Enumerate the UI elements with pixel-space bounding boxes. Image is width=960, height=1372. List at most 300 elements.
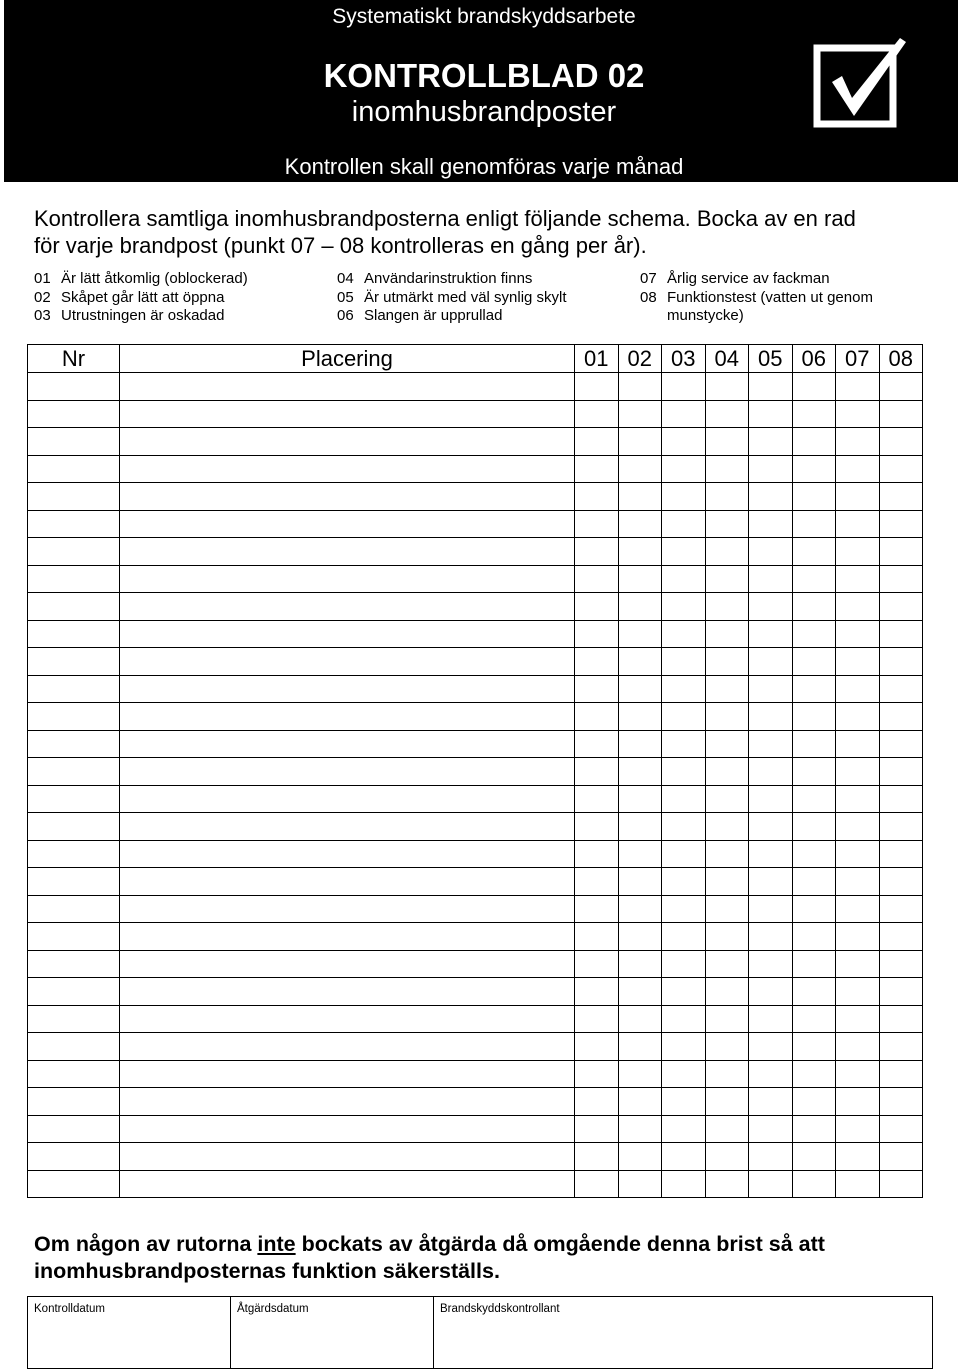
- check-cell[interactable]: [792, 978, 836, 1006]
- check-cell[interactable]: [575, 758, 619, 786]
- check-cell[interactable]: [792, 675, 836, 703]
- check-cell[interactable]: [749, 510, 793, 538]
- check-cell[interactable]: [749, 1143, 793, 1171]
- check-cell[interactable]: [792, 620, 836, 648]
- check-cell[interactable]: [575, 1088, 619, 1116]
- nr-cell[interactable]: [28, 593, 120, 621]
- check-cell[interactable]: [836, 895, 880, 923]
- nr-cell[interactable]: [28, 620, 120, 648]
- check-cell[interactable]: [618, 538, 662, 566]
- check-cell[interactable]: [792, 1088, 836, 1116]
- check-cell[interactable]: [792, 373, 836, 401]
- check-cell[interactable]: [575, 593, 619, 621]
- nr-cell[interactable]: [28, 483, 120, 511]
- check-cell[interactable]: [575, 895, 619, 923]
- check-cell[interactable]: [575, 730, 619, 758]
- nr-cell[interactable]: [28, 428, 120, 456]
- check-cell[interactable]: [792, 758, 836, 786]
- nr-cell[interactable]: [28, 868, 120, 896]
- check-cell[interactable]: [749, 428, 793, 456]
- check-cell[interactable]: [618, 950, 662, 978]
- check-cell[interactable]: [879, 813, 923, 841]
- check-cell[interactable]: [618, 593, 662, 621]
- check-cell[interactable]: [575, 538, 619, 566]
- check-cell[interactable]: [618, 868, 662, 896]
- check-cell[interactable]: [792, 455, 836, 483]
- check-cell[interactable]: [879, 785, 923, 813]
- check-cell[interactable]: [705, 428, 749, 456]
- check-cell[interactable]: [792, 1170, 836, 1198]
- check-cell[interactable]: [836, 510, 880, 538]
- placering-cell[interactable]: [120, 1060, 575, 1088]
- check-cell[interactable]: [879, 1170, 923, 1198]
- check-cell[interactable]: [749, 730, 793, 758]
- nr-cell[interactable]: [28, 703, 120, 731]
- placering-cell[interactable]: [120, 428, 575, 456]
- check-cell[interactable]: [836, 483, 880, 511]
- check-cell[interactable]: [836, 785, 880, 813]
- placering-cell[interactable]: [120, 483, 575, 511]
- check-cell[interactable]: [836, 428, 880, 456]
- check-cell[interactable]: [575, 1115, 619, 1143]
- check-cell[interactable]: [749, 840, 793, 868]
- check-cell[interactable]: [792, 703, 836, 731]
- check-cell[interactable]: [705, 758, 749, 786]
- placering-cell[interactable]: [120, 1033, 575, 1061]
- check-cell[interactable]: [618, 428, 662, 456]
- check-cell[interactable]: [575, 950, 619, 978]
- check-cell[interactable]: [749, 1033, 793, 1061]
- check-cell[interactable]: [749, 373, 793, 401]
- placering-cell[interactable]: [120, 1005, 575, 1033]
- placering-cell[interactable]: [120, 538, 575, 566]
- check-cell[interactable]: [575, 840, 619, 868]
- check-cell[interactable]: [575, 1060, 619, 1088]
- check-cell[interactable]: [749, 978, 793, 1006]
- check-cell[interactable]: [575, 868, 619, 896]
- check-cell[interactable]: [705, 1170, 749, 1198]
- check-cell[interactable]: [705, 785, 749, 813]
- check-cell[interactable]: [662, 895, 706, 923]
- placering-cell[interactable]: [120, 1088, 575, 1116]
- nr-cell[interactable]: [28, 510, 120, 538]
- check-cell[interactable]: [705, 648, 749, 676]
- placering-cell[interactable]: [120, 895, 575, 923]
- check-cell[interactable]: [705, 1115, 749, 1143]
- check-cell[interactable]: [879, 1060, 923, 1088]
- check-cell[interactable]: [662, 428, 706, 456]
- check-cell[interactable]: [879, 483, 923, 511]
- check-cell[interactable]: [749, 455, 793, 483]
- check-cell[interactable]: [749, 538, 793, 566]
- check-cell[interactable]: [618, 648, 662, 676]
- placering-cell[interactable]: [120, 648, 575, 676]
- placering-cell[interactable]: [120, 400, 575, 428]
- nr-cell[interactable]: [28, 1088, 120, 1116]
- check-cell[interactable]: [575, 620, 619, 648]
- check-cell[interactable]: [749, 868, 793, 896]
- check-cell[interactable]: [836, 813, 880, 841]
- placering-cell[interactable]: [120, 675, 575, 703]
- check-cell[interactable]: [879, 868, 923, 896]
- check-cell[interactable]: [879, 758, 923, 786]
- check-cell[interactable]: [792, 895, 836, 923]
- check-cell[interactable]: [749, 895, 793, 923]
- check-cell[interactable]: [879, 923, 923, 951]
- nr-cell[interactable]: [28, 730, 120, 758]
- check-cell[interactable]: [749, 675, 793, 703]
- check-cell[interactable]: [618, 565, 662, 593]
- check-cell[interactable]: [618, 785, 662, 813]
- check-cell[interactable]: [618, 1143, 662, 1171]
- check-cell[interactable]: [575, 483, 619, 511]
- check-cell[interactable]: [705, 730, 749, 758]
- check-cell[interactable]: [836, 758, 880, 786]
- check-cell[interactable]: [749, 703, 793, 731]
- check-cell[interactable]: [749, 620, 793, 648]
- check-cell[interactable]: [749, 758, 793, 786]
- check-cell[interactable]: [705, 1088, 749, 1116]
- check-cell[interactable]: [662, 703, 706, 731]
- placering-cell[interactable]: [120, 565, 575, 593]
- check-cell[interactable]: [705, 950, 749, 978]
- check-cell[interactable]: [618, 730, 662, 758]
- check-cell[interactable]: [792, 1115, 836, 1143]
- check-cell[interactable]: [836, 950, 880, 978]
- placering-cell[interactable]: [120, 730, 575, 758]
- check-cell[interactable]: [792, 1033, 836, 1061]
- check-cell[interactable]: [705, 483, 749, 511]
- check-cell[interactable]: [836, 1143, 880, 1171]
- nr-cell[interactable]: [28, 758, 120, 786]
- check-cell[interactable]: [575, 455, 619, 483]
- check-cell[interactable]: [792, 593, 836, 621]
- check-cell[interactable]: [662, 400, 706, 428]
- check-cell[interactable]: [879, 510, 923, 538]
- check-cell[interactable]: [792, 510, 836, 538]
- check-cell[interactable]: [618, 400, 662, 428]
- check-cell[interactable]: [836, 373, 880, 401]
- check-cell[interactable]: [705, 1060, 749, 1088]
- nr-cell[interactable]: [28, 1170, 120, 1198]
- check-cell[interactable]: [662, 813, 706, 841]
- check-cell[interactable]: [879, 703, 923, 731]
- check-cell[interactable]: [879, 648, 923, 676]
- check-cell[interactable]: [575, 565, 619, 593]
- check-cell[interactable]: [792, 840, 836, 868]
- check-cell[interactable]: [662, 1088, 706, 1116]
- placering-cell[interactable]: [120, 785, 575, 813]
- check-cell[interactable]: [705, 538, 749, 566]
- check-cell[interactable]: [836, 1170, 880, 1198]
- check-cell[interactable]: [749, 813, 793, 841]
- check-cell[interactable]: [749, 593, 793, 621]
- check-cell[interactable]: [662, 648, 706, 676]
- placering-cell[interactable]: [120, 923, 575, 951]
- check-cell[interactable]: [705, 510, 749, 538]
- check-cell[interactable]: [792, 428, 836, 456]
- check-cell[interactable]: [618, 703, 662, 731]
- check-cell[interactable]: [705, 400, 749, 428]
- check-cell[interactable]: [662, 785, 706, 813]
- check-cell[interactable]: [879, 455, 923, 483]
- check-cell[interactable]: [836, 565, 880, 593]
- check-cell[interactable]: [749, 950, 793, 978]
- check-cell[interactable]: [836, 1115, 880, 1143]
- check-cell[interactable]: [836, 978, 880, 1006]
- check-cell[interactable]: [749, 785, 793, 813]
- check-cell[interactable]: [749, 1060, 793, 1088]
- check-cell[interactable]: [662, 1170, 706, 1198]
- check-cell[interactable]: [618, 483, 662, 511]
- check-cell[interactable]: [879, 1033, 923, 1061]
- check-cell[interactable]: [662, 620, 706, 648]
- check-cell[interactable]: [792, 868, 836, 896]
- placering-cell[interactable]: [120, 840, 575, 868]
- placering-cell[interactable]: [120, 758, 575, 786]
- check-cell[interactable]: [618, 455, 662, 483]
- nr-cell[interactable]: [28, 1143, 120, 1171]
- check-cell[interactable]: [792, 1005, 836, 1033]
- check-cell[interactable]: [662, 510, 706, 538]
- check-cell[interactable]: [749, 1088, 793, 1116]
- check-cell[interactable]: [618, 758, 662, 786]
- check-cell[interactable]: [618, 620, 662, 648]
- nr-cell[interactable]: [28, 400, 120, 428]
- placering-cell[interactable]: [120, 813, 575, 841]
- nr-cell[interactable]: [28, 813, 120, 841]
- check-cell[interactable]: [662, 840, 706, 868]
- nr-cell[interactable]: [28, 565, 120, 593]
- check-cell[interactable]: [879, 895, 923, 923]
- check-cell[interactable]: [792, 923, 836, 951]
- check-cell[interactable]: [792, 648, 836, 676]
- check-cell[interactable]: [618, 813, 662, 841]
- check-cell[interactable]: [662, 1005, 706, 1033]
- check-cell[interactable]: [705, 868, 749, 896]
- nr-cell[interactable]: [28, 455, 120, 483]
- check-cell[interactable]: [879, 840, 923, 868]
- check-cell[interactable]: [836, 1060, 880, 1088]
- nr-cell[interactable]: [28, 675, 120, 703]
- check-cell[interactable]: [618, 1115, 662, 1143]
- check-cell[interactable]: [662, 373, 706, 401]
- check-cell[interactable]: [879, 1005, 923, 1033]
- check-cell[interactable]: [575, 923, 619, 951]
- check-cell[interactable]: [662, 1060, 706, 1088]
- nr-cell[interactable]: [28, 950, 120, 978]
- placering-cell[interactable]: [120, 703, 575, 731]
- placering-cell[interactable]: [120, 373, 575, 401]
- check-cell[interactable]: [618, 1170, 662, 1198]
- nr-cell[interactable]: [28, 785, 120, 813]
- check-cell[interactable]: [618, 895, 662, 923]
- check-cell[interactable]: [879, 565, 923, 593]
- check-cell[interactable]: [705, 373, 749, 401]
- check-cell[interactable]: [705, 593, 749, 621]
- check-cell[interactable]: [618, 840, 662, 868]
- placering-cell[interactable]: [120, 1143, 575, 1171]
- check-cell[interactable]: [618, 373, 662, 401]
- check-cell[interactable]: [792, 538, 836, 566]
- check-cell[interactable]: [879, 950, 923, 978]
- check-cell[interactable]: [575, 1033, 619, 1061]
- check-cell[interactable]: [662, 483, 706, 511]
- check-cell[interactable]: [879, 373, 923, 401]
- check-cell[interactable]: [836, 538, 880, 566]
- check-cell[interactable]: [879, 978, 923, 1006]
- check-cell[interactable]: [749, 483, 793, 511]
- check-cell[interactable]: [662, 1115, 706, 1143]
- check-cell[interactable]: [836, 648, 880, 676]
- check-cell[interactable]: [879, 538, 923, 566]
- check-cell[interactable]: [618, 923, 662, 951]
- nr-cell[interactable]: [28, 895, 120, 923]
- check-cell[interactable]: [575, 813, 619, 841]
- check-cell[interactable]: [879, 400, 923, 428]
- nr-cell[interactable]: [28, 923, 120, 951]
- check-cell[interactable]: [705, 455, 749, 483]
- check-cell[interactable]: [879, 675, 923, 703]
- check-cell[interactable]: [662, 455, 706, 483]
- check-cell[interactable]: [879, 593, 923, 621]
- check-cell[interactable]: [836, 730, 880, 758]
- placering-cell[interactable]: [120, 1170, 575, 1198]
- check-cell[interactable]: [662, 1143, 706, 1171]
- check-cell[interactable]: [836, 703, 880, 731]
- check-cell[interactable]: [705, 675, 749, 703]
- check-cell[interactable]: [792, 785, 836, 813]
- brandskyddskontrollant-field[interactable]: Brandskyddskontrollant: [434, 1297, 933, 1369]
- check-cell[interactable]: [836, 1033, 880, 1061]
- check-cell[interactable]: [575, 1170, 619, 1198]
- placering-cell[interactable]: [120, 510, 575, 538]
- nr-cell[interactable]: [28, 1033, 120, 1061]
- check-cell[interactable]: [749, 565, 793, 593]
- check-cell[interactable]: [836, 923, 880, 951]
- check-cell[interactable]: [879, 428, 923, 456]
- check-cell[interactable]: [749, 1170, 793, 1198]
- check-cell[interactable]: [705, 565, 749, 593]
- check-cell[interactable]: [836, 620, 880, 648]
- placering-cell[interactable]: [120, 978, 575, 1006]
- placering-cell[interactable]: [120, 950, 575, 978]
- nr-cell[interactable]: [28, 1115, 120, 1143]
- check-cell[interactable]: [792, 1060, 836, 1088]
- check-cell[interactable]: [618, 510, 662, 538]
- check-cell[interactable]: [705, 840, 749, 868]
- check-cell[interactable]: [749, 1115, 793, 1143]
- check-cell[interactable]: [662, 923, 706, 951]
- check-cell[interactable]: [662, 565, 706, 593]
- check-cell[interactable]: [836, 400, 880, 428]
- check-cell[interactable]: [792, 483, 836, 511]
- check-cell[interactable]: [705, 813, 749, 841]
- check-cell[interactable]: [618, 978, 662, 1006]
- placering-cell[interactable]: [120, 455, 575, 483]
- check-cell[interactable]: [575, 428, 619, 456]
- placering-cell[interactable]: [120, 868, 575, 896]
- check-cell[interactable]: [792, 1143, 836, 1171]
- check-cell[interactable]: [836, 1088, 880, 1116]
- check-cell[interactable]: [662, 538, 706, 566]
- check-cell[interactable]: [662, 978, 706, 1006]
- check-cell[interactable]: [618, 1033, 662, 1061]
- check-cell[interactable]: [575, 675, 619, 703]
- check-cell[interactable]: [879, 730, 923, 758]
- nr-cell[interactable]: [28, 1005, 120, 1033]
- check-cell[interactable]: [575, 978, 619, 1006]
- check-cell[interactable]: [618, 675, 662, 703]
- placering-cell[interactable]: [120, 620, 575, 648]
- check-cell[interactable]: [705, 1005, 749, 1033]
- check-cell[interactable]: [575, 400, 619, 428]
- check-cell[interactable]: [749, 400, 793, 428]
- check-cell[interactable]: [792, 950, 836, 978]
- check-cell[interactable]: [662, 950, 706, 978]
- nr-cell[interactable]: [28, 648, 120, 676]
- placering-cell[interactable]: [120, 593, 575, 621]
- atgardsdatum-field[interactable]: Åtgärdsdatum: [231, 1297, 434, 1369]
- nr-cell[interactable]: [28, 1060, 120, 1088]
- check-cell[interactable]: [705, 923, 749, 951]
- kontrolldatum-field[interactable]: Kontrolldatum: [28, 1297, 231, 1369]
- check-cell[interactable]: [749, 648, 793, 676]
- check-cell[interactable]: [662, 868, 706, 896]
- check-cell[interactable]: [705, 703, 749, 731]
- check-cell[interactable]: [836, 593, 880, 621]
- check-cell[interactable]: [879, 1088, 923, 1116]
- check-cell[interactable]: [792, 565, 836, 593]
- check-cell[interactable]: [792, 813, 836, 841]
- check-cell[interactable]: [662, 730, 706, 758]
- check-cell[interactable]: [575, 510, 619, 538]
- check-cell[interactable]: [662, 1033, 706, 1061]
- check-cell[interactable]: [575, 785, 619, 813]
- check-cell[interactable]: [792, 730, 836, 758]
- check-cell[interactable]: [879, 1143, 923, 1171]
- check-cell[interactable]: [662, 758, 706, 786]
- check-cell[interactable]: [575, 648, 619, 676]
- check-cell[interactable]: [618, 1005, 662, 1033]
- check-cell[interactable]: [575, 703, 619, 731]
- check-cell[interactable]: [705, 620, 749, 648]
- check-cell[interactable]: [575, 1143, 619, 1171]
- check-cell[interactable]: [836, 455, 880, 483]
- check-cell[interactable]: [836, 1005, 880, 1033]
- placering-cell[interactable]: [120, 1115, 575, 1143]
- check-cell[interactable]: [662, 675, 706, 703]
- check-cell[interactable]: [879, 1115, 923, 1143]
- check-cell[interactable]: [749, 923, 793, 951]
- check-cell[interactable]: [575, 1005, 619, 1033]
- check-cell[interactable]: [662, 593, 706, 621]
- check-cell[interactable]: [618, 1088, 662, 1116]
- check-cell[interactable]: [836, 868, 880, 896]
- check-cell[interactable]: [749, 1005, 793, 1033]
- nr-cell[interactable]: [28, 373, 120, 401]
- nr-cell[interactable]: [28, 978, 120, 1006]
- check-cell[interactable]: [705, 1143, 749, 1171]
- check-cell[interactable]: [836, 675, 880, 703]
- check-cell[interactable]: [705, 895, 749, 923]
- check-cell[interactable]: [879, 620, 923, 648]
- check-cell[interactable]: [836, 840, 880, 868]
- check-cell[interactable]: [705, 978, 749, 1006]
- check-cell[interactable]: [792, 400, 836, 428]
- check-cell[interactable]: [618, 1060, 662, 1088]
- nr-cell[interactable]: [28, 840, 120, 868]
